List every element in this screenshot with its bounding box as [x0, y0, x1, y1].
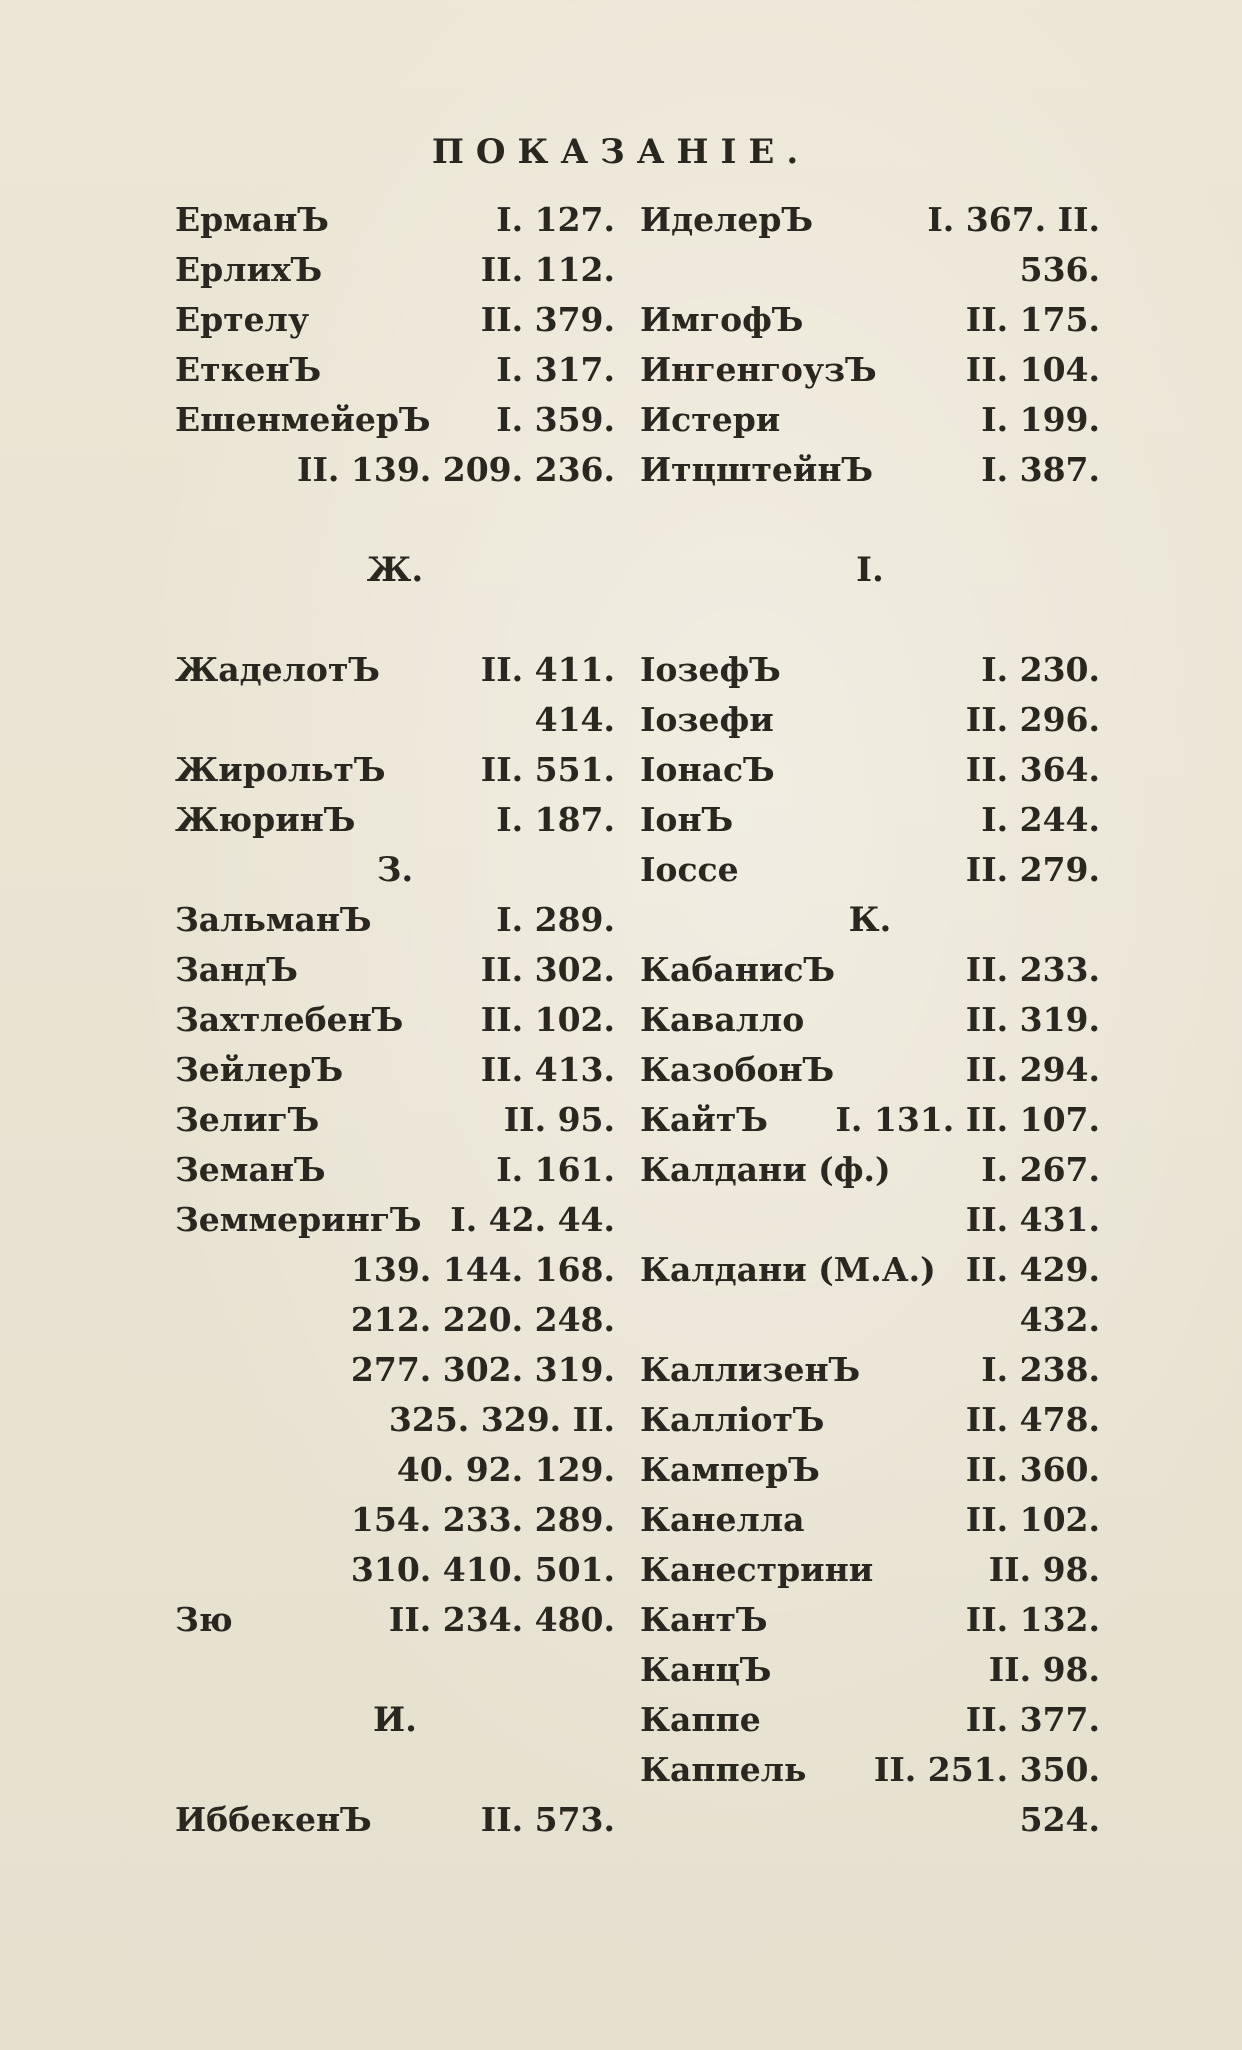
entry-name: ІонЪ — [640, 800, 734, 839]
entry-name: ЖирольтЪ — [175, 750, 386, 789]
entry-name: ЗелигЪ — [175, 1100, 320, 1139]
index-entry — [175, 1245, 615, 1295]
index-entry — [175, 895, 615, 945]
entry-name: ЕрлихЪ — [175, 250, 323, 289]
index-entry — [175, 795, 615, 845]
entry-name: Канелла — [640, 1500, 805, 1539]
entry-name: ЗандЪ — [175, 950, 298, 989]
index-entry — [175, 995, 615, 1045]
entry-page-refs: II. 411. — [480, 650, 615, 689]
section-letter-heading: И. — [373, 1700, 417, 1740]
index-entry — [640, 695, 1100, 745]
index-entry — [640, 345, 1100, 395]
index-entry — [175, 1545, 615, 1595]
index-entry — [175, 1195, 615, 1245]
entry-page-refs: I. 187. — [496, 800, 615, 839]
entry-name: ІозефЪ — [640, 650, 781, 689]
entry-name: ИмгофЪ — [640, 300, 804, 339]
entry-name: ИтцштейнЪ — [640, 450, 874, 489]
entry-page-refs: I. 230. — [981, 650, 1100, 689]
index-entry — [175, 1595, 615, 1645]
entry-name: Зю — [175, 1600, 233, 1639]
entry-name: ЗахтлебенЪ — [175, 1000, 404, 1039]
entry-page-refs: II. 429. — [965, 1250, 1100, 1289]
entry-page-refs: 310. 410. 501. — [350, 1550, 615, 1589]
entry-page-refs: I. 42. 44. — [450, 1200, 615, 1239]
entry-page-refs: II. 102. — [965, 1500, 1100, 1539]
entry-page-refs: II. 296. — [965, 700, 1100, 739]
index-entry — [175, 1395, 615, 1445]
entry-page-refs: I. 238. — [981, 1350, 1100, 1389]
entry-name: ЖаделотЪ — [175, 650, 380, 689]
entry-name: ІонасЪ — [640, 750, 775, 789]
index-entry — [640, 1545, 1100, 1595]
entry-name: Каппель — [640, 1750, 807, 1789]
index-entry — [640, 1345, 1100, 1395]
entry-name: ЕшенмейерЪ — [175, 400, 431, 439]
entry-page-refs: II. 360. — [965, 1450, 1100, 1489]
entry-name: КалліотЪ — [640, 1400, 825, 1439]
index-entry — [640, 995, 1100, 1045]
index-entry — [175, 445, 615, 495]
index-entry — [175, 195, 615, 245]
entry-page-refs: II. 112. — [480, 250, 615, 289]
entry-name: Канестрини — [640, 1550, 874, 1589]
entry-page-refs: I. 359. — [496, 400, 615, 439]
index-entry — [640, 1795, 1100, 1845]
entry-page-refs: II. 413. — [480, 1050, 615, 1089]
entry-name: ЗейлерЪ — [175, 1050, 344, 1089]
entry-page-refs: 40. 92. 129. — [396, 1450, 615, 1489]
entry-name: ЕткенЪ — [175, 350, 322, 389]
entry-name: КанцЪ — [640, 1650, 772, 1689]
index-entry — [640, 1145, 1100, 1195]
entry-name: ИнгенгоузЪ — [640, 350, 877, 389]
entry-page-refs: II. 379. — [480, 300, 615, 339]
entry-page-refs: II. 573. — [480, 1800, 615, 1839]
section-letter-heading: Ж. — [366, 550, 424, 590]
left-column — [175, 195, 615, 1845]
entry-name: КазобонЪ — [640, 1050, 835, 1089]
entry-page-refs: I. 127. — [496, 200, 615, 239]
entry-name: КаллизенЪ — [640, 1350, 861, 1389]
page-title: ПОКАЗАНІЕ. — [431, 132, 811, 172]
entry-page-refs: II. 431. — [965, 1200, 1100, 1239]
entry-name: Истери — [640, 400, 781, 439]
index-entry — [640, 1695, 1100, 1745]
entry-page-refs: II. 377. — [965, 1700, 1100, 1739]
entry-page-refs: II. 251. 350. — [873, 1750, 1100, 1789]
entry-page-refs: II. 319. — [965, 1000, 1100, 1039]
spacer — [640, 595, 1100, 645]
index-entry — [640, 745, 1100, 795]
section-letter-heading: К. — [848, 900, 892, 940]
entry-name: Каппе — [640, 1700, 761, 1739]
index-entry — [640, 295, 1100, 345]
entry-page-refs: 212. 220. 248. — [350, 1300, 615, 1339]
entry-name: КабанисЪ — [640, 950, 836, 989]
index-entry — [640, 1645, 1100, 1695]
index-entry — [640, 1245, 1100, 1295]
index-entry — [175, 1495, 615, 1545]
entry-name: Ертелу — [175, 300, 310, 339]
index-entry — [175, 1045, 615, 1095]
index-entry — [640, 1095, 1100, 1145]
entry-page-refs: 154. 233. 289. — [350, 1500, 615, 1539]
entry-name: Іоссе — [640, 850, 739, 889]
entry-page-refs: I. 161. — [496, 1150, 615, 1189]
index-entry — [640, 1445, 1100, 1495]
index-entry — [175, 695, 615, 745]
entry-name: ЗальманЪ — [175, 900, 372, 939]
entry-page-refs: 414. — [534, 700, 615, 739]
entry-name: ЖюринЪ — [175, 800, 356, 839]
entry-name: Іозефи — [640, 700, 774, 739]
index-entry — [175, 245, 615, 295]
entry-name: КантЪ — [640, 1600, 768, 1639]
spacer — [175, 1745, 615, 1795]
right-column — [640, 195, 1100, 1845]
entry-page-refs: II. 294. — [965, 1050, 1100, 1089]
entry-page-refs: 536. — [1019, 250, 1100, 289]
index-entry — [640, 395, 1100, 445]
entry-page-refs: II. 98. — [988, 1650, 1100, 1689]
entry-page-refs: I. 244. — [981, 800, 1100, 839]
entry-page-refs: II. 132. — [965, 1600, 1100, 1639]
entry-page-refs: II. 551. — [480, 750, 615, 789]
index-entry — [640, 1045, 1100, 1095]
index-entry — [640, 845, 1100, 895]
entry-page-refs: II. 233. — [965, 950, 1100, 989]
index-entry — [640, 1195, 1100, 1245]
entry-name: ИделерЪ — [640, 200, 814, 239]
spacer — [175, 595, 615, 645]
index-entry — [640, 1745, 1100, 1795]
entry-page-refs: II. 139. 209. 236. — [297, 450, 615, 489]
entry-name: ЗеманЪ — [175, 1150, 326, 1189]
entry-name: ИббекенЪ — [175, 1800, 372, 1839]
spacer — [175, 1645, 615, 1695]
index-entry — [640, 795, 1100, 845]
entry-name: Калдани (ф.) — [640, 1150, 891, 1189]
index-entry — [175, 1295, 615, 1345]
entry-page-refs: II. 102. — [480, 1000, 615, 1039]
section-letter-heading: І. — [856, 550, 884, 590]
entry-page-refs: I. 367. II. — [927, 200, 1100, 239]
entry-name: КамперЪ — [640, 1450, 820, 1489]
index-entry — [175, 1345, 615, 1395]
entry-name: ЗеммерингЪ — [175, 1200, 422, 1239]
entry-page-refs: 432. — [1019, 1300, 1100, 1339]
entry-page-refs: 139. 144. 168. — [350, 1250, 615, 1289]
entry-page-refs: 524. — [1019, 1800, 1100, 1839]
index-entry — [175, 395, 615, 445]
index-entry — [640, 1395, 1100, 1445]
entry-name: ЕрманЪ — [175, 200, 329, 239]
entry-page-refs: II. 364. — [965, 750, 1100, 789]
index-entry — [175, 1095, 615, 1145]
index-entry — [175, 345, 615, 395]
entry-page-refs: II. 279. — [965, 850, 1100, 889]
index-entry — [640, 445, 1100, 495]
index-entry — [640, 195, 1100, 245]
entry-name: КайтЪ — [640, 1100, 768, 1139]
index-entry — [175, 1795, 615, 1845]
index-entry — [175, 945, 615, 995]
entry-name: Калдани (М.А.) — [640, 1250, 936, 1289]
entry-page-refs: 277. 302. 319. — [350, 1350, 615, 1389]
entry-page-refs: II. 95. — [503, 1100, 615, 1139]
spacer — [175, 495, 615, 545]
index-entry — [640, 245, 1100, 295]
entry-page-refs: II. 234. 480. — [388, 1600, 615, 1639]
entry-page-refs: I. 289. — [496, 900, 615, 939]
entry-page-refs: II. 478. — [965, 1400, 1100, 1439]
index-entry — [175, 1145, 615, 1195]
index-entry — [175, 295, 615, 345]
entry-page-refs: I. 131. II. 107. — [835, 1100, 1100, 1139]
entry-page-refs: II. 104. — [965, 350, 1100, 389]
index-entry — [175, 645, 615, 695]
index-entry — [175, 745, 615, 795]
index-entry — [640, 1495, 1100, 1545]
entry-page-refs: I. 199. — [981, 400, 1100, 439]
entry-page-refs: II. 175. — [965, 300, 1100, 339]
index-entry — [175, 1445, 615, 1495]
entry-page-refs: I. 267. — [981, 1150, 1100, 1189]
entry-page-refs: II. 98. — [988, 1550, 1100, 1589]
index-entry — [640, 645, 1100, 695]
entry-page-refs: 325. 329. II. — [388, 1400, 615, 1439]
index-entry — [640, 1295, 1100, 1345]
spacer — [640, 495, 1100, 545]
section-letter-heading: З. — [376, 850, 414, 890]
entry-page-refs: I. 387. — [981, 450, 1100, 489]
index-entry — [640, 945, 1100, 995]
entry-page-refs: II. 302. — [480, 950, 615, 989]
entry-page-refs: I. 317. — [496, 350, 615, 389]
entry-name: Кавалло — [640, 1000, 805, 1039]
index-entry — [640, 1595, 1100, 1645]
